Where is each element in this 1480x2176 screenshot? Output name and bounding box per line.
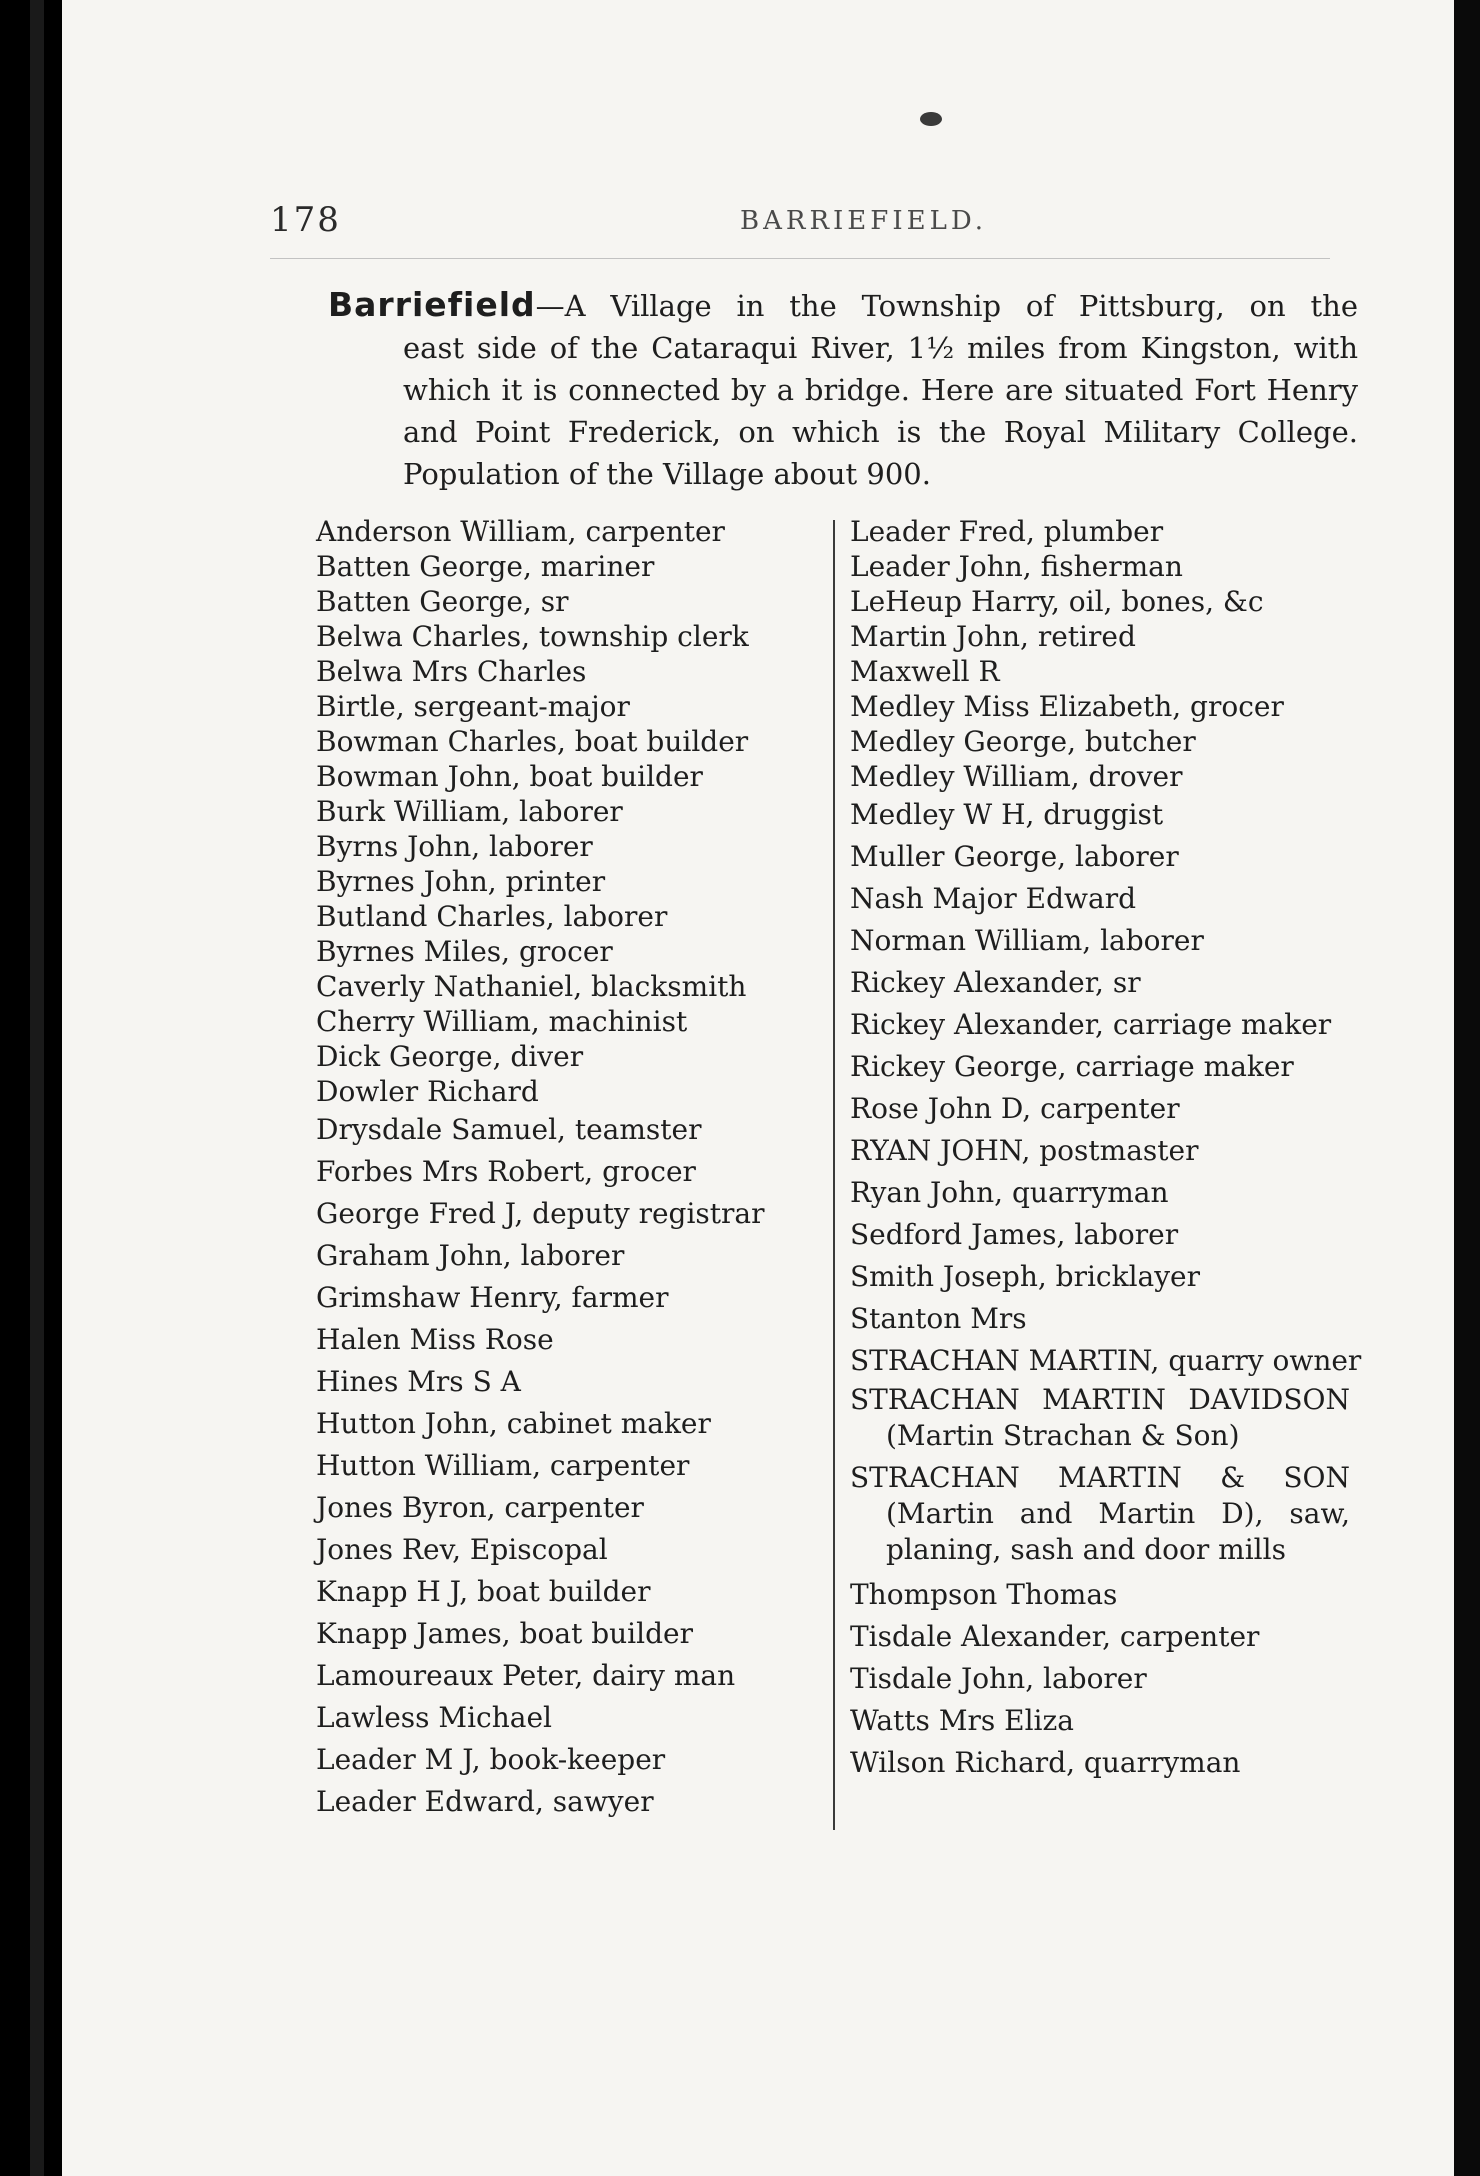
directory-entry: Medley William, drover <box>850 760 1183 793</box>
directory-entry: Medley George, butcher <box>850 725 1196 758</box>
directory-entry: Rickey Alexander, sr <box>850 966 1141 999</box>
directory-entry: Maxwell R <box>850 655 1000 688</box>
directory-entry: Leader Edward, sawyer <box>316 1785 654 1818</box>
intro-paragraph <box>328 284 1358 495</box>
directory-entry: Thompson Thomas <box>850 1578 1118 1611</box>
directory-entry: Sedford James, laborer <box>850 1218 1179 1251</box>
directory-entry: Batten George, mariner <box>316 550 655 583</box>
directory-entry: Halen Miss Rose <box>316 1323 554 1356</box>
intro-line: east side of the Cataraqui River, 1½ miles from Kingston, with <box>403 331 1358 365</box>
directory-entry: Tisdale John, laborer <box>850 1662 1147 1695</box>
directory-entry: Watts Mrs Eliza <box>850 1704 1074 1737</box>
intro-line: which it is connected by a bridge. Here are situated Fort Henry <box>403 373 1358 407</box>
directory-entry: LeHeup Harry, oil, bones, &c <box>850 585 1264 618</box>
page-edge <box>1454 0 1480 2176</box>
directory-entry: Muller George, laborer <box>850 840 1179 873</box>
intro-line: Barriefield—A Village in the Township of Pittsburg, on the <box>328 285 1358 324</box>
directory-entry: Medley Miss Elizabeth, grocer <box>850 690 1284 723</box>
directory-entry: Rickey Alexander, carriage maker <box>850 1008 1332 1041</box>
directory-entry: Leader Fred, plumber <box>850 515 1164 548</box>
directory-entry: Byrns John, laborer <box>316 830 593 863</box>
directory-entry: Burk William, laborer <box>316 795 623 828</box>
directory-entry: Hines Mrs S A <box>316 1365 521 1398</box>
book-spine <box>30 0 44 2176</box>
directory-entry: Rose John D, carpenter <box>850 1092 1180 1125</box>
directory-entry: Forbes Mrs Robert, grocer <box>316 1155 696 1188</box>
directory-entry: Birtle, sergeant-major <box>316 690 630 723</box>
directory-entry: Leader M J, book-keeper <box>316 1743 666 1776</box>
directory-entry: Norman William, laborer <box>850 924 1204 957</box>
directory-entry: Graham John, laborer <box>316 1239 625 1272</box>
directory-entry: Lamoureaux Peter, dairy man <box>316 1659 736 1692</box>
directory-entry: Bowman Charles, boat builder <box>316 725 749 758</box>
directory-entry: STRACHAN MARTIN, quarry owner <box>850 1344 1362 1377</box>
running-head: BARRIEFIELD. <box>740 206 988 236</box>
directory-entry: Medley W H, druggist <box>850 798 1164 831</box>
directory-entry: Drysdale Samuel, teamster <box>316 1113 702 1146</box>
page-number: 178 <box>270 200 341 240</box>
column-divider <box>833 520 835 1830</box>
directory-entry: Jones Byron, carpenter <box>316 1491 644 1524</box>
directory-entry: Rickey George, carriage maker <box>850 1050 1294 1083</box>
directory-entry: STRACHAN MARTIN & SON (Martin and Martin D), saw, planing, sash and door mills <box>850 1461 1350 1566</box>
directory-entry: Nash Major Edward <box>850 882 1137 915</box>
directory-entry: Hutton William, carpenter <box>316 1449 690 1482</box>
directory-entry: Anderson William, carpenter <box>316 515 725 548</box>
directory-entry: Ryan John, quarryman <box>850 1176 1169 1209</box>
intro-line: and Point Frederick, on which is the Royal Military College. <box>403 415 1358 449</box>
directory-entry: Byrnes Miles, grocer <box>316 935 613 968</box>
directory-entry: Dowler Richard <box>316 1075 539 1108</box>
directory-entry: STRACHAN MARTIN DAVIDSON (Martin Strachan & Son) <box>850 1383 1350 1452</box>
directory-entry: Tisdale Alexander, carpenter <box>850 1620 1260 1653</box>
directory-entry: Leader John, fisherman <box>850 550 1183 583</box>
directory-entry: Lawless Michael <box>316 1701 552 1734</box>
directory-entry: RYAN JOHN, postmaster <box>850 1134 1199 1167</box>
intro-line: Population of the Village about 900. <box>403 457 931 491</box>
directory-entry: Knapp H J, boat builder <box>316 1575 651 1608</box>
header-rule <box>270 258 1330 259</box>
directory-right-column <box>850 514 1362 1784</box>
entry-word: Barriefield <box>328 285 536 324</box>
directory-entry: Caverly Nathaniel, blacksmith <box>316 970 747 1003</box>
directory-entry: Byrnes John, printer <box>316 865 606 898</box>
directory-entry: Smith Joseph, bricklayer <box>850 1260 1200 1293</box>
directory-entry: Jones Rev, Episcopal <box>316 1533 608 1566</box>
directory-entry: Martin John, retired <box>850 620 1136 653</box>
directory-entry: Dick George, diver <box>316 1040 584 1073</box>
directory-entry: Hutton John, cabinet maker <box>316 1407 711 1440</box>
ink-blot <box>920 112 942 126</box>
directory-entry: Butland Charles, laborer <box>316 900 668 933</box>
directory-entry: Stanton Mrs <box>850 1302 1027 1335</box>
directory-entry: Cherry William, machinist <box>316 1005 688 1038</box>
directory-entry: Wilson Richard, quarryman <box>850 1746 1241 1779</box>
directory-entry: Belwa Charles, township clerk <box>316 620 749 653</box>
directory-entry: Batten George, sr <box>316 585 569 618</box>
directory-entry: George Fred J, deputy registrar <box>316 1197 765 1230</box>
directory-entry: Grimshaw Henry, farmer <box>316 1281 669 1314</box>
directory-entry: Bowman John, boat builder <box>316 760 703 793</box>
directory-entry: Knapp James, boat builder <box>316 1617 693 1650</box>
directory-entry: Belwa Mrs Charles <box>316 655 587 688</box>
directory-left-column <box>316 514 816 1823</box>
